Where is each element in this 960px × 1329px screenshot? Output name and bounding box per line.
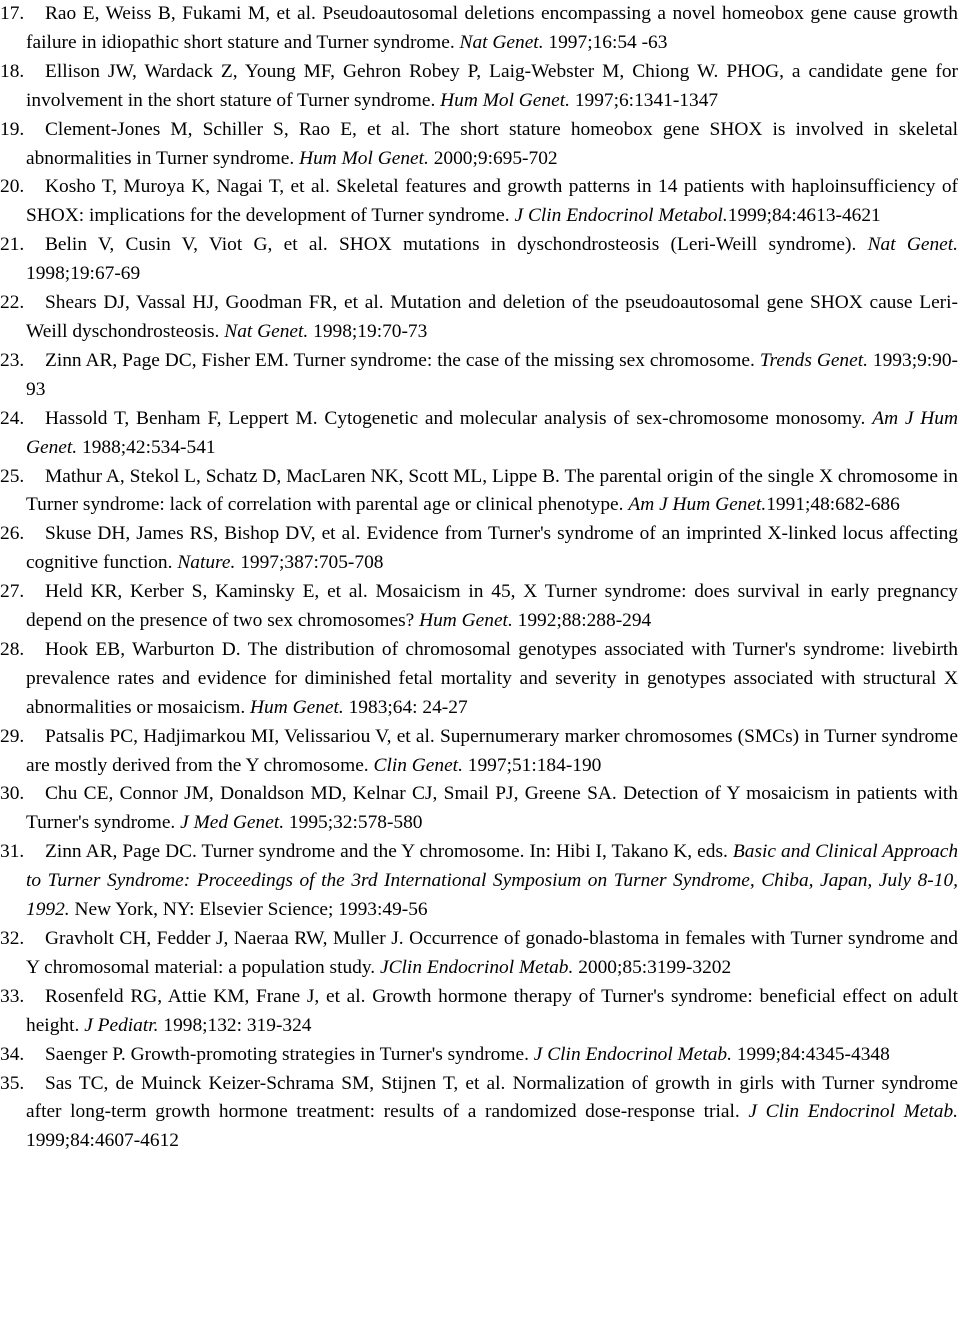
reference-citation: 1993;9:90-93 [26, 349, 959, 400]
reference-title: Occurrence of gonado-blastoma in females with Turner syndrome and Y chromosomal material: a population study. [26, 928, 958, 978]
reference-citation: 1998;19:70-73 [313, 320, 428, 342]
reference-journal: Hum Genet. [419, 610, 513, 632]
reference-authors: Sas TC, de Muinck Keizer-Schrama SM, Stijnen T, et al. [45, 1072, 506, 1094]
reference-title: The short stature homeobox gene SHOX is involved in skeletal abnormalities in Turner syndrome. [26, 118, 958, 169]
reference-authors: Belin V, Cusin V, Viot G, et al. [45, 234, 328, 256]
reference-authors: Saenger P. [45, 1043, 126, 1065]
reference-authors: Zinn AR, Page DC. [45, 841, 197, 863]
reference-item [0, 925, 958, 983]
reference-item [0, 173, 958, 231]
reference-citation: 1988;42:534-541 [82, 436, 216, 458]
reference-item [0, 347, 959, 405]
reference-title: PHOG, a candidate gene for involvement in the short stature of Turner syndrome. [26, 60, 958, 111]
reference-number: 33. [0, 985, 25, 1007]
reference-authors: Chu CE, Connor JM, Donaldson MD, Kelnar CJ, Smail PJ, Greene SA. [45, 783, 617, 805]
reference-journal: JClin Endocrinol Metab. [380, 956, 574, 978]
reference-journal: Nat Genet. [459, 31, 544, 53]
reference-number: 17. [0, 3, 25, 24]
reference-number: 25. [0, 465, 25, 487]
reference-item [0, 723, 958, 781]
reference-citation: 1998;19:67-69 [26, 263, 141, 285]
reference-title: The parental origin of the single X chromosome in Turner syndrome: lack of correlation with parental age or clinical phenotype. [26, 465, 959, 516]
reference-title: SHOX mutations in dyschondrosteosis (Leri-Weill syndrome). [338, 234, 857, 256]
reference-item [0, 838, 959, 925]
reference-item [0, 0, 958, 58]
reference-number: 31. [0, 841, 25, 863]
reference-title: Supernumerary marker chromosomes (SMCs) in Turner syndrome are mostly derived from the Y chromosome. [26, 725, 958, 776]
reference-number: 19. [0, 118, 25, 140]
reference-journal: J Clin Endocrinol Metab. [748, 1101, 958, 1123]
reference-journal: Nature. [177, 552, 236, 574]
reference-number: 29. [0, 725, 25, 747]
reference-authors: Clement-Jones M, Schiller S, Rao E, et al. [45, 118, 410, 140]
reference-citation: 1997;387:705-708 [240, 552, 384, 574]
reference-authors: Mathur A, Stekol L, Schatz D, MacLaren NK, Scott ML, Lippe B. [45, 465, 560, 487]
reference-authors: Gravholt CH, Fedder J, Naeraa RW, Muller J. [45, 928, 404, 949]
reference-item [0, 231, 958, 289]
reference-journal: Hum Mol Genet. [299, 147, 429, 169]
reference-title: Evidence from Turner's syndrome of an imprinted X-linked locus affecting cognitive function. [26, 523, 958, 574]
reference-number: 21. [0, 234, 25, 256]
reference-citation: 1995;32:578-580 [288, 812, 423, 834]
reference-title: Cytogenetic and molecular analysis of sex-chromosome monosomy. [324, 407, 866, 429]
reference-number: 23. [0, 349, 25, 371]
reference-number: 20. [0, 176, 25, 198]
reference-journal: J Pediatr. [84, 1014, 159, 1036]
reference-citation: 1992;88:288-294 [517, 610, 652, 632]
reference-item [0, 780, 958, 838]
reference-title: Mutation and deletion of the pseudoautosomal gene SHOX cause Leri-Weill dyschondrosteosis. [26, 292, 958, 342]
reference-item [0, 405, 959, 463]
reference-citation: 1999;84:4345-4348 [736, 1043, 890, 1065]
reference-item [0, 116, 958, 174]
reference-title: Skeletal features and growth patterns in 14 patients with haploinsufficiency of SHOX: implications for the development of Turner syndrome. [26, 176, 958, 227]
reference-number: 24. [0, 407, 25, 429]
reference-authors: Hassold T, Benham F, Leppert M. [45, 407, 318, 429]
reference-title: Mosaicism in 45, X Turner syndrome: does survival in early pregnancy depend on the presence of two sex chromosomes? [26, 581, 958, 632]
reference-authors: Rosenfeld RG, Attie KM, Frane J, et al. [45, 985, 366, 1007]
reference-number: 27. [0, 581, 25, 603]
reference-item [0, 578, 958, 636]
reference-title: Normalization of growth in girls with Turner syndrome after long-term growth hormone treatment: results of a randomized dose-response trial. [26, 1072, 959, 1123]
reference-citation: 1999;84:4607-4612 [26, 1130, 179, 1152]
reference-number: 35. [0, 1072, 25, 1094]
reference-item [0, 58, 958, 116]
reference-item [0, 463, 959, 521]
reference-journal: Hum Mol Genet. [440, 89, 570, 111]
reference-item [0, 289, 958, 347]
reference-item [0, 983, 958, 1041]
reference-number: 28. [0, 638, 25, 660]
reference-number: 22. [0, 292, 25, 314]
reference-number: 30. [0, 783, 25, 805]
reference-authors: Rao E, Weiss B, Fukami M, et al. [45, 3, 316, 24]
reference-authors: Hook EB, Warburton D. [45, 638, 241, 660]
reference-journal: J Clin Endocrinol Metabol. [514, 205, 728, 227]
reference-journal: J Clin Endocrinol Metab. [533, 1043, 732, 1065]
reference-journal: Nat Genet. [867, 234, 958, 256]
reference-journal: Nat Genet. [224, 320, 309, 342]
reference-authors: Held KR, Kerber S, Kaminsky E, et al. [45, 581, 368, 603]
reference-title: The distribution of chromosomal genotypes associated with Turner's syndrome: livebirth prevalence rates and evidence for diminished fetal mortality and severity in genotypes associated with structural X abnormalities or mosaicism. [26, 638, 958, 718]
reference-number: 32. [0, 928, 25, 949]
reference-authors: Shears DJ, Vassal HJ, Goodman FR, et al. [45, 292, 384, 314]
reference-item [0, 1041, 958, 1070]
reference-journal: Hum Genet. [250, 696, 344, 718]
reference-citation: 1997;51:184-190 [467, 754, 602, 776]
reference-item [0, 1070, 959, 1157]
reference-journal: Trends Genet. [759, 349, 868, 371]
reference-citation: 1991;48:682-686 [766, 494, 900, 516]
reference-citation: 1983;64: 24-27 [348, 696, 468, 718]
reference-title: Detection of Y mosaicism in patients with Turner's syndrome. [26, 783, 958, 834]
reference-citation: 1997;16:54 -63 [548, 31, 668, 53]
reference-citation: 1999;84:4613-4621 [727, 205, 881, 227]
reference-journal: J Med Genet. [180, 812, 285, 834]
reference-number: 34. [0, 1043, 25, 1065]
reference-journal: Am J Hum Genet. [26, 407, 959, 458]
reference-citation: 2000;9:695-702 [433, 147, 558, 169]
reference-title: Growth-promoting strategies in Turner's syndrome. [130, 1043, 529, 1065]
reference-item [0, 520, 958, 578]
reference-citation: 1998;132: 319-324 [163, 1014, 312, 1036]
reference-citation: 2000;85:3199-3202 [578, 956, 732, 978]
reference-number: 18. [0, 60, 25, 82]
reference-journal: Clin Genet. [373, 754, 463, 776]
reference-authors: Patsalis PC, Hadjimarkou MI, Velissariou V, et al. [45, 725, 435, 747]
reference-title: Turner syndrome: the case of the missing sex chromosome. [293, 349, 755, 371]
reference-title: Turner syndrome and the Y chromosome. In: Hibi I, Takano K, eds. [201, 841, 728, 863]
reference-item [0, 636, 958, 723]
reference-authors: Kosho T, Muroya K, Nagai T, et al. [45, 176, 330, 198]
reference-citation: New York, NY: Elsevier Science; 1993:49-56 [74, 899, 428, 921]
reference-authors: Ellison JW, Wardack Z, Young MF, Gehron Robey P, Laig-Webster M, Chiong W. [45, 60, 719, 82]
reference-citation: 1997;6:1341-1347 [574, 89, 719, 111]
reference-authors: Zinn AR, Page DC, Fisher EM. [45, 349, 289, 371]
reference-title: Growth hormone therapy of Turner's syndrome: beneficial effect on adult height. [26, 985, 958, 1036]
reference-journal: Am J Hum Genet. [628, 494, 767, 516]
reference-number: 26. [0, 523, 25, 545]
reference-journal: Basic and Clinical Approach to Turner Syndrome: Proceedings of the 3rd International Symposium on Turner Syndrome, Chiba, Japan, July 8-10, 1992. [26, 841, 959, 921]
reference-title: Pseudoautosomal deletions encompassing a novel homeobox gene cause growth failure in idiopathic short stature and Turner syndrome. [26, 3, 958, 53]
reference-authors: Skuse DH, James RS, Bishop DV, et al. [45, 523, 361, 545]
